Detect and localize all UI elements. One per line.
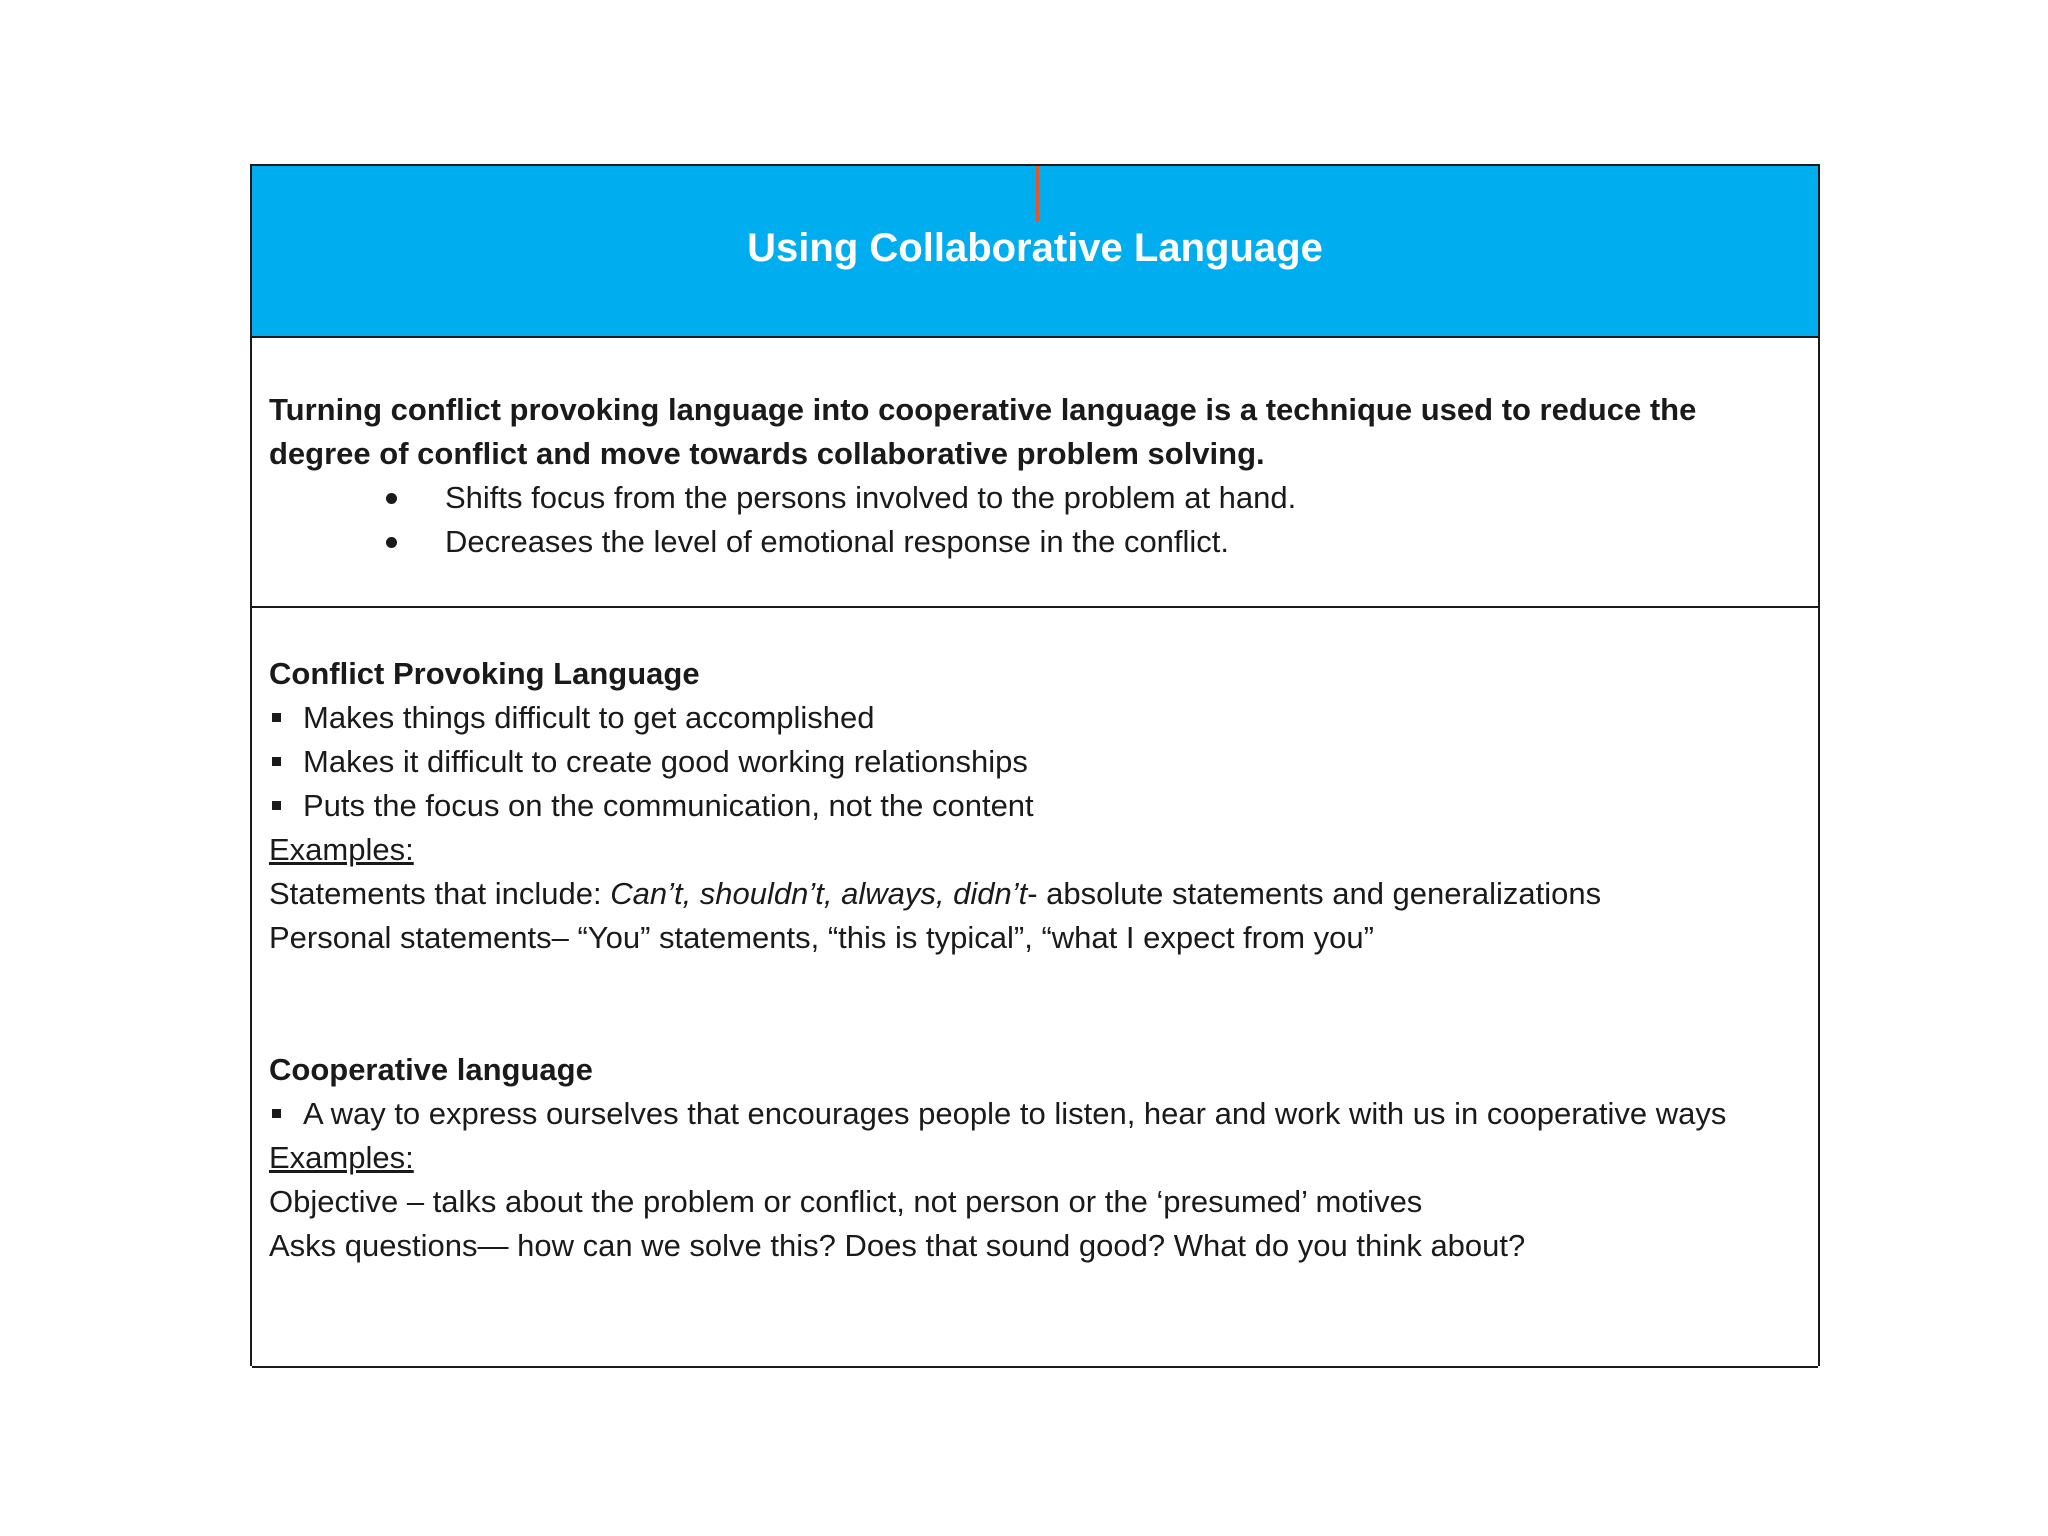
list-item-text: Puts the focus on the communication, not the content <box>303 788 1034 823</box>
cooperative-heading: Cooperative language <box>269 1052 593 1087</box>
list-item <box>269 696 1778 740</box>
example-italic-words: Can’t, shouldn’t, always, didn’t <box>610 876 1028 911</box>
cooperative-bullet-list <box>269 1092 1778 1136</box>
cooperative-examples-label: Examples: <box>269 1140 414 1175</box>
intro-text: Turning conflict provoking language into cooperative language is a technique used to reduce the degree of conflict and move towards collaborative problem solving. <box>269 392 1697 471</box>
conflict-examples-label: Examples: <box>269 832 414 867</box>
cooperative-example-2: Asks questions— how can we solve this? Does that sound good? What do you think about? <box>269 1228 1526 1263</box>
list-item-text: A way to express ourselves that encourages people to listen, hear and work with us in cooperative ways <box>303 1096 1727 1131</box>
list-item-text: Makes things difficult to get accomplished <box>303 700 875 735</box>
bullet-square-icon <box>272 801 281 810</box>
intro-bullet-list <box>269 476 1778 564</box>
conflict-example-1 <box>269 872 1778 916</box>
bullet-dot-icon <box>386 493 397 504</box>
list-item-text: Shifts focus from the persons involved to the problem at hand. <box>445 480 1297 515</box>
bullet-square-icon <box>272 1109 281 1118</box>
cursor-marker <box>1036 166 1039 222</box>
conflict-example-2: Personal statements– “You” statements, “this is typical”, “what I expect from you” <box>269 920 1374 955</box>
example-suffix: - absolute statements and generalizations <box>1027 876 1602 911</box>
list-item <box>269 784 1778 828</box>
example-prefix: Statements that include: <box>269 876 611 911</box>
conflict-heading: Conflict Provoking Language <box>269 656 700 691</box>
section-spacer <box>269 960 1778 1048</box>
bullet-dot-icon <box>386 537 397 548</box>
content-table <box>250 164 1820 1366</box>
cooperative-example-1: Objective – talks about the problem or conflict, not person or the ‘presumed’ motives <box>269 1184 1423 1219</box>
comparison-section <box>252 608 1818 1368</box>
list-item-text: Decreases the level of emotional response in the conflict. <box>445 524 1230 559</box>
intro-section <box>252 338 1818 608</box>
bullet-square-icon <box>272 757 281 766</box>
list-item <box>269 520 1778 564</box>
conflict-bullet-list <box>269 696 1778 828</box>
list-item <box>269 1092 1778 1136</box>
title-banner <box>252 166 1818 338</box>
bullet-square-icon <box>272 713 281 722</box>
list-item <box>269 740 1778 784</box>
list-item <box>269 476 1778 520</box>
list-item-text: Makes it difficult to create good working relationships <box>303 744 1028 779</box>
page-title: Using Collaborative Language <box>747 226 1323 270</box>
